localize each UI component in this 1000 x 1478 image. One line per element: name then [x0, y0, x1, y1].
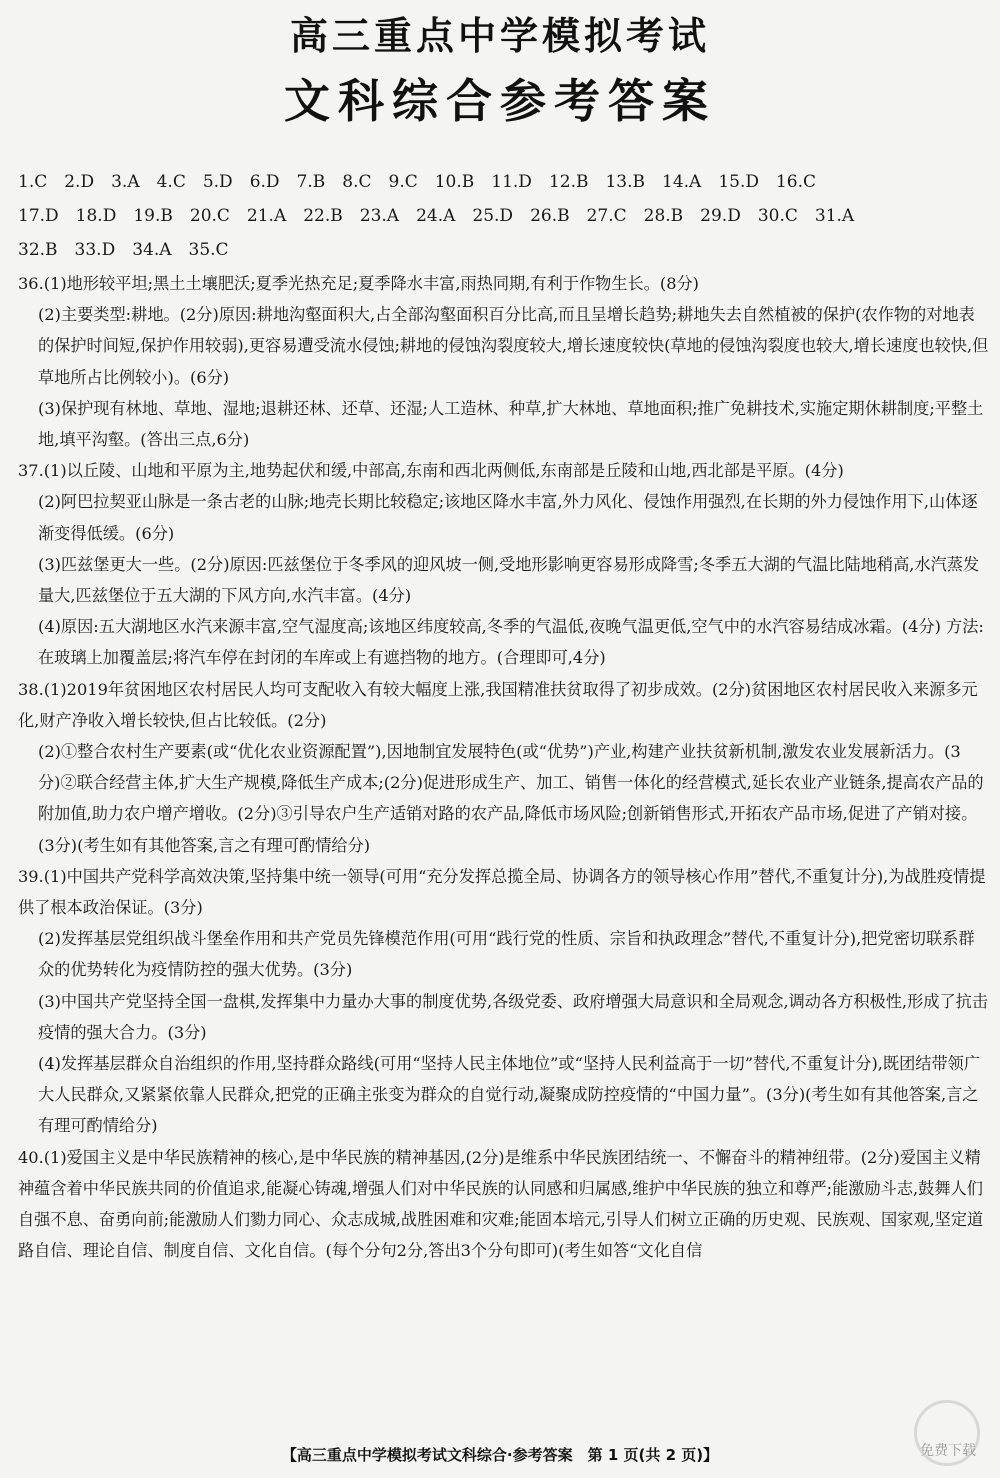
answer-choice: 33.D	[74, 240, 116, 260]
answer-item: 39.(1)中国共产党科学高效决策,坚持集中统一领导(可用“充分发挥总揽全局、协调各方的领导核心作用”替代,不重复计分),为战胜疫情提供了根本政治保证。(3分)	[18, 866, 986, 918]
answer-item: (2)主要类型:耕地。(2分)原因:耕地沟壑面积大,占全部沟壑面积百分比高,而且呈增长趋势;耕地失去自然植被的保护(农作物的对地表的保护时间短,保护作用较弱),更容易遭受流水侵蚀;耕地的侵蚀沟裂度较大,增长速度较快(草地的侵蚀沟裂度也较大,增长速度也较快,但草地所占比例较小)。(6分)	[38, 305, 989, 387]
answer-choice: 4.C	[156, 172, 186, 192]
answer-choice: 25.D	[472, 206, 514, 226]
answer-choice: 14.A	[662, 172, 702, 192]
answer-choice: 6.D	[249, 172, 280, 192]
answer-choice: 30.C	[757, 206, 798, 226]
answer-item: (4)发挥基层群众自治组织的作用,坚持群众路线(可用“坚持人民主体地位”或“坚持人民利益高于一切”替代,不重复计分),既团结带领广大人民群众,又紧紧依靠人民群众,把党的正确主张变为群众的自觉行动,凝聚成防控疫情的“中国力量”。(3分)(考生如有其他答案,言之有理可酌情给分)	[38, 1054, 981, 1136]
answer-choice: 7.B	[296, 172, 326, 192]
answer-choice: 1.C	[18, 172, 48, 192]
answer-choice: 27.C	[586, 206, 627, 226]
answer-choice: 11.D	[491, 172, 532, 192]
answer-row	[18, 199, 988, 233]
answer-choice: 19.B	[133, 206, 173, 226]
answer-choice: 18.D	[75, 206, 117, 226]
answer-item: 36.(1)地形较平坦;黑土土壤肥沃;夏季光热充足;夏季降水丰富,雨热同期,有利于作物生长。(8分)	[18, 274, 700, 293]
answer-item: (2)阿巴拉契亚山脉是一条古老的山脉;地壳长期比较稳定;该地区降水丰富,外力风化、侵蚀作用强烈,在长期的外力侵蚀作用下,山体逐渐变得低缓。(6分)	[38, 492, 978, 543]
answer-choice: 28.B	[643, 206, 684, 226]
question-39	[18, 861, 990, 1142]
answer-item: (3)保护现有林地、草地、湿地;退耕还林、还草、还湿;人工造林、种草,扩大林地、草地面积;推广免耕技术,实施定期休耕制度;平整土地,填平沟壑。(答出三点,6分)	[38, 398, 984, 450]
watermark-text: 免费下载	[920, 1443, 976, 1459]
answer-choice: 26.B	[530, 206, 570, 226]
question-38	[18, 674, 990, 861]
answer-choice: 2.D	[64, 172, 95, 192]
answer-item: 38.(1)2019年贫困地区农村居民人均可支配收入有较大幅度上涨,我国精准扶贫取得了初步成效。(2分)贫困地区农村居民收入来源多元化,财产净收入增长较快,但占比较低。(2分)	[18, 679, 978, 730]
answer-row	[18, 233, 988, 267]
question-40	[18, 1142, 990, 1267]
answer-choice: 3.A	[111, 172, 140, 192]
question-37	[18, 455, 990, 673]
answer-choice: 34.A	[132, 240, 172, 260]
answer-item: 40.(1)爱国主义是中华民族精神的核心,是中华民族的精神基因,(2分)是维系中华民族团结统一、不懈奋斗的精神纽带。(2分)爱国主义精神蕴含着中华民族共同的价值追求,能凝心铸魂,增强人们对中华民族的认同感和归属感,维护中华民族的独立和尊严;能激励斗志,鼓舞人们自强不息、奋勇向前;能激励人们勠力同心、众志成城,战胜困难和灾难;能固本培元,引导人们树立正确的历史观、民族观、国家观,坚定道路自信、理论自信、制度自信、文化自信。(每个分句2分,答出3个分句即可)(考生如答“文化自信	[18, 1147, 984, 1261]
answer-choice: 35.C	[188, 240, 229, 260]
answer-item: (2)①整合农村生产要素(或“优化农业资源配置”),因地制宜发展特色(或“优势”)产业,构建产业扶贫新机制,激发农业发展新活力。(3分)②联合经营主体,扩大生产规模,降低生产成本;(2分)促进形成生产、加工、销售一体化的经营模式,延长农业产业链条,提高农产品的附加值,助力农户增产增收。(2分)③引导农户生产适销对路的农产品,降低市场风险;创新销售形式,开拓农产品市场,促进了产销对接。(3分)(考生如有其他答案,言之有理可酌情给分)	[38, 742, 984, 855]
answer-choice: 22.B	[303, 206, 343, 226]
answer-item: (2)发挥基层党组织战斗堡垒作用和共产党员先锋模范作用(可用“践行党的性质、宗旨和执政理念”替代,不重复计分),把党密切联系群众的优势转化为疫情防控的强大优势。(3分)	[38, 929, 975, 980]
page-footer: 【高三重点中学模拟考试文科综合·参考答案 第 1 页(共 2 页)】	[281, 1446, 719, 1464]
answer-choice: 17.D	[18, 206, 59, 226]
answer-choice: 16.C	[775, 172, 817, 192]
essay-answers	[18, 268, 990, 1267]
answer-choice: 21.A	[246, 206, 287, 226]
question-36	[18, 268, 990, 455]
exam-title: 高三重点中学模拟考试	[289, 14, 710, 58]
answer-choice: 31.A	[814, 206, 855, 226]
answer-key-title: 文科综合参考答案	[284, 74, 716, 128]
answer-choice: 12.B	[548, 172, 589, 192]
answer-item: (3)中国共产党坚持全国一盘棋,发挥集中力量办大事的制度优势,各级党委、政府增强大局意识和全局观念,调动各方积极性,形成了抗击疫情的强大合力。(3分)	[38, 991, 989, 1042]
answer-item: (4)原因:五大湖地区水汽来源丰富,空气湿度高;该地区纬度较高,冬季的气温低,夜晚气温更低,空气中的水汽容易结成冰霜。(4分) 方法:在玻璃上加覆盖层;将汽车停在封闭的车库或上有遮挡物的地方。(合理即可,4分)	[38, 617, 984, 668]
answer-choice: 8.C	[342, 172, 372, 192]
answer-choice: 10.B	[434, 172, 475, 192]
answer-choice: 32.B	[18, 240, 58, 260]
answer-choice: 5.D	[202, 172, 233, 192]
answer-choice: 29.D	[700, 206, 741, 226]
answer-choice: 9.C	[388, 172, 418, 192]
answer-item: 37.(1)以丘陵、山地和平原为主,地势起伏和缓,中部高,东南和西北两侧低,东南部是丘陵和山地,西北部是平原。(4分)	[18, 461, 844, 481]
answer-choice: 23.A	[359, 206, 400, 226]
answer-choice: 13.B	[605, 172, 645, 192]
answer-choice: 24.A	[416, 206, 456, 226]
answer-choice: 20.C	[189, 206, 230, 226]
answer-item: (3)匹兹堡更大一些。(2分)原因:匹兹堡位于冬季风的迎风坡一侧,受地形影响更容易形成降雪;冬季五大湖的气温比陆地稍高,水汽蒸发量大,匹兹堡位于五大湖的下风方向,水汽丰富。(4分)	[38, 554, 980, 606]
multiple-choice-answers	[18, 165, 988, 267]
answer-row	[18, 165, 988, 199]
answer-choice: 15.D	[718, 172, 759, 192]
